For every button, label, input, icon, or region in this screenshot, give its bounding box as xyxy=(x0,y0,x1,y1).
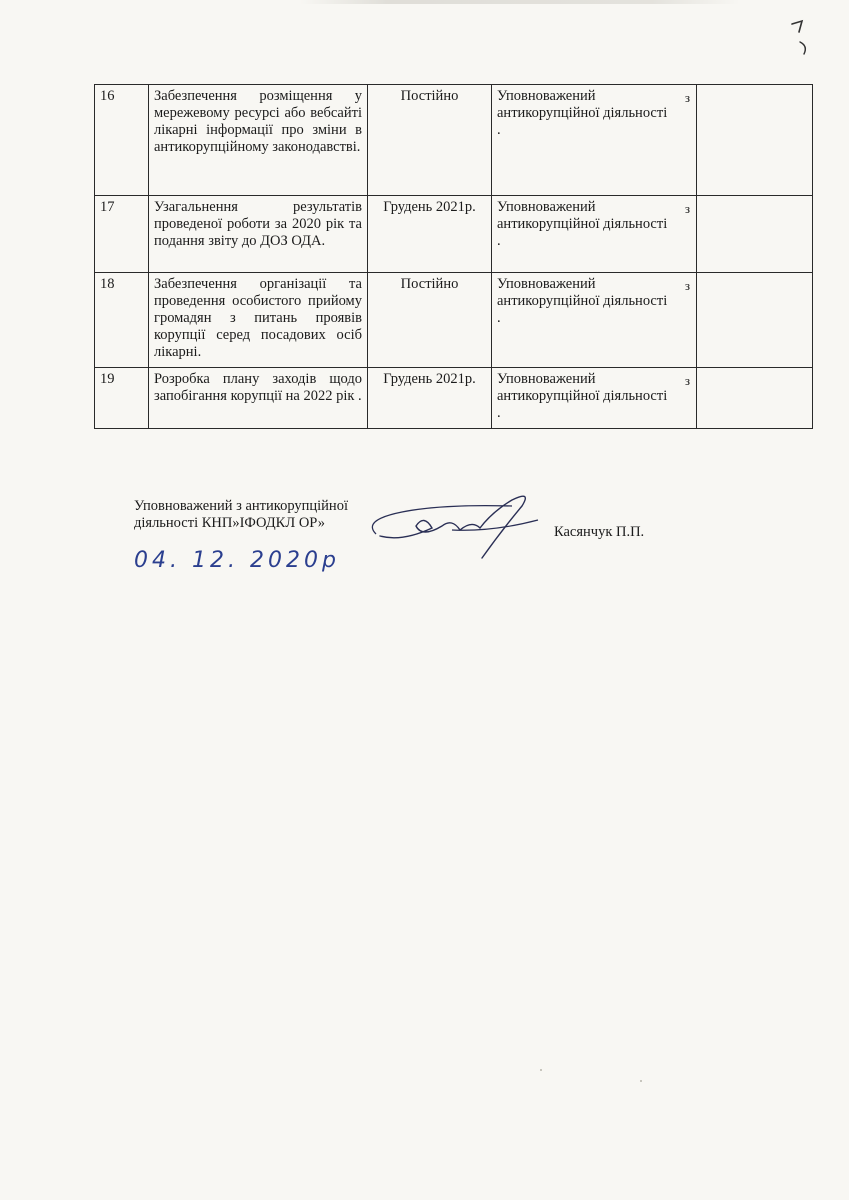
scan-edge-smudge xyxy=(300,0,740,4)
responsible-preposition: з xyxy=(684,201,690,216)
responsible-text: Уповноважений антикорупційної діяльності . xyxy=(497,88,668,138)
table-row xyxy=(95,368,813,429)
responsible-preposition: з xyxy=(684,278,690,293)
task-description: Узагальнення результатів проведеної роботи за 2020 рік та подання звіту до ДОЗ ОДА. xyxy=(149,196,368,273)
responsible-person xyxy=(492,368,697,429)
handwritten-signature xyxy=(362,490,562,570)
scan-speck xyxy=(640,1080,642,1082)
deadline: Грудень 2021р. xyxy=(368,196,492,273)
task-description: Забезпечення розміщення у мережевому ресурсі або вебсайті лікарні інформації про зміни в антикорупційному законодавстві. xyxy=(149,85,368,196)
deadline: Постійно xyxy=(368,273,492,368)
signatory-title-line-1: Уповноважений з антикорупційної xyxy=(134,498,348,514)
row-number: 17 xyxy=(95,196,149,273)
responsible-preposition: з xyxy=(684,90,690,105)
anticorruption-plan-table xyxy=(94,84,813,429)
responsible-person xyxy=(492,273,697,368)
responsible-person xyxy=(492,196,697,273)
row-number: 16 xyxy=(95,85,149,196)
responsible-text: Уповноважений антикорупційної діяльності . xyxy=(497,371,668,421)
responsible-preposition: з xyxy=(684,373,690,388)
task-description: Розробка плану заходів щодо запобігання корупції на 2022 рік . xyxy=(149,368,368,429)
responsible-text: Уповноважений антикорупційної діяльності . xyxy=(497,276,668,326)
row-number: 18 xyxy=(95,273,149,368)
signatory-title-line-2: діяльності КНП»ІФОДКЛ ОР» xyxy=(134,515,325,531)
table-row xyxy=(95,196,813,273)
deadline: Постійно xyxy=(368,85,492,196)
signatory-title xyxy=(134,498,348,532)
signatory-name: Касянчук П.П. xyxy=(554,524,645,540)
task-description: Забезпечення організації та проведення особистого прийому громадян з питань проявів корупції серед посадових осіб лікарні. xyxy=(149,273,368,368)
scan-speck xyxy=(540,1069,542,1071)
note-cell xyxy=(697,273,813,368)
table-row xyxy=(95,273,813,368)
note-cell xyxy=(697,196,813,273)
note-cell xyxy=(697,368,813,429)
row-number: 19 xyxy=(95,368,149,429)
handwritten-page-number xyxy=(790,18,814,58)
signature-block xyxy=(134,498,694,578)
note-cell xyxy=(697,85,813,196)
table-row xyxy=(95,85,813,196)
handwritten-date: 04. 12. 2020р xyxy=(134,548,340,573)
responsible-text: Уповноважений антикорупційної діяльності . xyxy=(497,199,668,249)
responsible-person xyxy=(492,85,697,196)
deadline: Грудень 2021р. xyxy=(368,368,492,429)
